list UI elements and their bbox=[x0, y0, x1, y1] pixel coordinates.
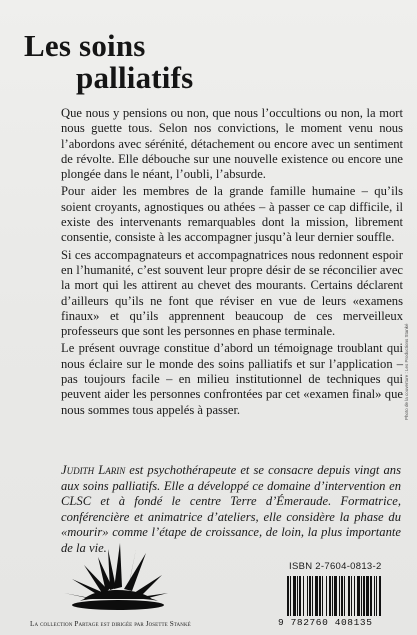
barcode-bar bbox=[344, 576, 345, 616]
barcode-bar bbox=[287, 576, 289, 616]
blurb-paragraph: Que nous y pensions ou non, que nous l’occultions ou non, la mort nous guette tous. Selon nos convictions, le moment venu nous l’abordons avec sérénité, détachement ou encore avec un sentiment de révolte. Elle débouche sur une nouvelle existence ou encore une plongée dans le néant, l’oubli, l’absurde. bbox=[61, 106, 403, 182]
barcode-bar bbox=[297, 576, 298, 616]
barcode-bar bbox=[293, 576, 296, 616]
book-title-line-1: Les soins bbox=[24, 28, 146, 63]
barcode-bar bbox=[354, 576, 355, 616]
book-title-line-2: palliatifs bbox=[76, 60, 194, 95]
barcode-bar bbox=[374, 576, 375, 616]
barcode-bar bbox=[366, 576, 369, 616]
barcode-icon bbox=[285, 576, 407, 622]
barcode-bar bbox=[334, 576, 337, 616]
barcode-bar bbox=[363, 576, 365, 616]
barcode-bar bbox=[303, 576, 304, 616]
barcode-bar bbox=[319, 576, 321, 616]
blurb-paragraph: Pour aider les membres de la grande famille humaine – qu’ils soient croyants, agnostiques ou athées – à passer ce cap difficile, il existe des intervenants remarquables dont la mission, librement consentie, consiste à les accompagner jusqu’à leur dernier souffle. bbox=[61, 184, 403, 245]
barcode-bar bbox=[370, 576, 372, 616]
barcode-bar bbox=[361, 576, 362, 616]
cover-photo-credit: Photo de la couverture : Les Productions Stanké bbox=[404, 323, 409, 420]
sunburst-logo-icon bbox=[62, 535, 172, 625]
blurb-paragraph: Si ces accompagnateurs et accompagnatrices nous redonnent espoir en l’humanité, c’est souvent leur propre désir de se réconcilier avec la mort qui les attirent au chevet des mourants. Certains déclarent d’ailleurs qu’ils ne font que réviser en vue de leurs «examens finaux» et qu’ils apprennent beaucoup de ces merveilleux professeurs que sont les personnes en phase terminale. bbox=[61, 247, 403, 339]
barcode-bar bbox=[357, 576, 360, 616]
blurb-text bbox=[61, 106, 403, 420]
barcode-bar bbox=[332, 576, 333, 616]
barcode-bar bbox=[307, 576, 308, 616]
barcode-bar bbox=[312, 576, 313, 616]
isbn-label: ISBN 2-7604-0813-2 bbox=[289, 561, 382, 572]
barcode-bar bbox=[329, 576, 331, 616]
barcode-bar bbox=[290, 576, 291, 616]
barcode-bar bbox=[376, 576, 377, 616]
author-name: Judith Larin bbox=[61, 463, 126, 477]
barcode-bar bbox=[326, 576, 327, 616]
barcode-bar bbox=[379, 576, 381, 616]
barcode-bar bbox=[322, 576, 323, 616]
barcode-bar bbox=[348, 576, 350, 616]
collection-note: La collection Partage est dirigée par Josette Stanké bbox=[30, 620, 191, 628]
barcode-bar bbox=[339, 576, 340, 616]
blurb-paragraph: Le présent ouvrage constitue d’abord un témoignage troublant qui nous éclaire sur le monde des soins palliatifs et sur l’application – pas toujours facile – en milieu institutionnel de techniques qui peuvent aider les personnes confrontées par cet «examen final» que nous sommes tous appelés à passer. bbox=[61, 341, 403, 417]
author-bio-text: est psychothérapeute et se consacre depuis vingt ans aux soins palliatifs. Elle a développé ce domaine d’intervention en CLSC et à fondé le centre Terre d’Émeraude. Formatrice, conférencière et animatrice d’ateliers, elle considère la phase du «mourir» comme l’étape de croissance, de loin, la plus importante de la vie. bbox=[61, 463, 401, 555]
barcode-bar bbox=[351, 576, 352, 616]
barcode-number: 9 782760 408135 bbox=[278, 617, 373, 628]
barcode-bar bbox=[341, 576, 343, 616]
barcode-bar bbox=[309, 576, 311, 616]
barcode-bar bbox=[299, 576, 301, 616]
barcode-bar bbox=[315, 576, 318, 616]
